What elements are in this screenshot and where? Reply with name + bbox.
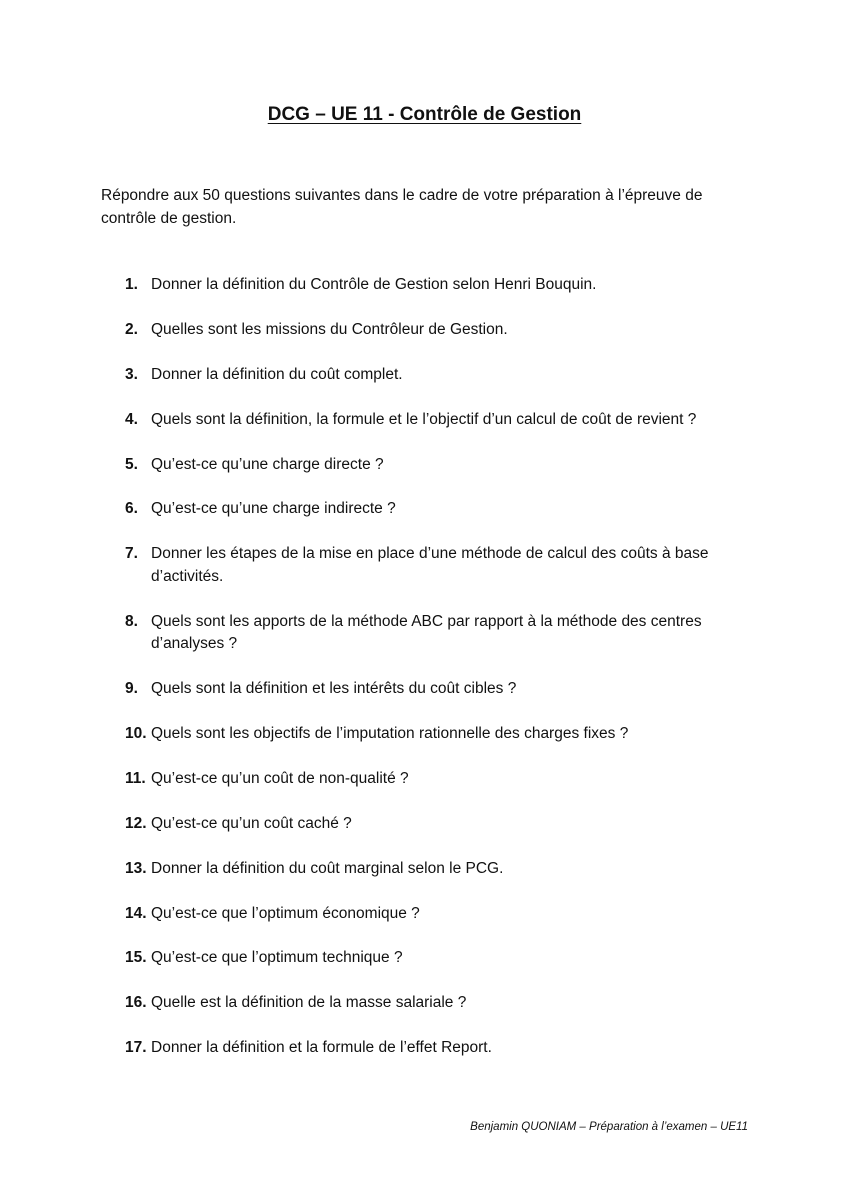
- question-text: Donner la définition et la formule de l’effet Report.: [151, 1039, 492, 1057]
- question-item: [0, 947, 849, 970]
- question-text: Qu’est-ce que l’optimum économique ?: [151, 904, 420, 922]
- question-text: Quels sont les objectifs de l’imputation rationnelle des charges fixes ?: [151, 725, 629, 743]
- question-text: Quels sont les apports de la méthode ABC par rapport à la méthode des centres d’analyses ?: [151, 612, 702, 653]
- question-number: 2.: [125, 320, 138, 338]
- question-number: 13.: [125, 859, 147, 877]
- question-number: 1.: [125, 276, 138, 293]
- question-number: 11.: [125, 769, 146, 787]
- question-text: Qu’est-ce que l’optimum technique ?: [151, 949, 403, 967]
- question-number: 7.: [125, 545, 138, 563]
- question-number: 10.: [125, 725, 147, 743]
- question-item: [0, 768, 849, 791]
- question-number: 16.: [125, 994, 147, 1012]
- question-item: [0, 454, 849, 477]
- question-item: [0, 498, 849, 521]
- question-number: 6.: [125, 500, 138, 518]
- question-text: Quelle est la définition de la masse salariale ?: [151, 994, 467, 1012]
- question-text: Quels sont la définition et les intérêts du coût cibles ?: [151, 680, 517, 698]
- question-number: 3.: [125, 365, 138, 383]
- question-text: Quels sont la définition, la formule et le l’objectif d’un calcul de coût de revient ?: [151, 410, 697, 428]
- question-number: 4.: [125, 410, 138, 428]
- question-item: [0, 858, 849, 881]
- question-text: Qu’est-ce qu’une charge indirecte ?: [151, 500, 396, 518]
- intro-paragraph: Répondre aux 50 questions suivantes dans le cadre de votre préparation à l’épreuve de contrôle de gestion.: [101, 187, 703, 227]
- question-item: [0, 992, 849, 1015]
- question-text: Donner les étapes de la mise en place d’une méthode de calcul des coûts à base d’activités.: [151, 545, 709, 585]
- question-text: Qu’est-ce qu’une charge directe ?: [151, 455, 384, 473]
- question-number: 15.: [125, 949, 147, 967]
- question-item: [0, 813, 849, 836]
- question-item: [0, 274, 849, 297]
- question-number: 12.: [125, 814, 147, 832]
- question-number: 5.: [125, 455, 138, 473]
- question-item: [0, 1037, 849, 1060]
- question-text: Donner la définition du coût complet.: [151, 365, 403, 383]
- question-number: 8.: [125, 612, 138, 630]
- question-text: Qu’est-ce qu’un coût caché ?: [151, 814, 352, 832]
- question-item: [0, 723, 849, 746]
- question-text: Donner la définition du Contrôle de Gestion selon Henri Bouquin.: [151, 276, 597, 293]
- question-number: 17.: [125, 1039, 147, 1057]
- question-item: [0, 409, 849, 432]
- question-item: [0, 543, 849, 588]
- question-list: [0, 274, 849, 1082]
- question-item: [0, 903, 849, 926]
- document-title: DCG – UE 11 - Contrôle de Gestion: [267, 104, 582, 125]
- question-item: [0, 364, 849, 387]
- question-text: Donner la définition du coût marginal selon le PCG.: [151, 859, 504, 877]
- question-text: Qu’est-ce qu’un coût de non-qualité ?: [151, 769, 409, 787]
- question-number: 9.: [125, 680, 138, 698]
- question-item: [0, 319, 849, 342]
- question-item: [0, 678, 849, 701]
- question-text: Quelles sont les missions du Contrôleur de Gestion.: [151, 320, 508, 338]
- question-number: 14.: [125, 904, 147, 922]
- page-footer: Benjamin QUONIAM – Préparation à l’examen – UE11: [470, 1121, 748, 1133]
- question-item: [0, 611, 849, 656]
